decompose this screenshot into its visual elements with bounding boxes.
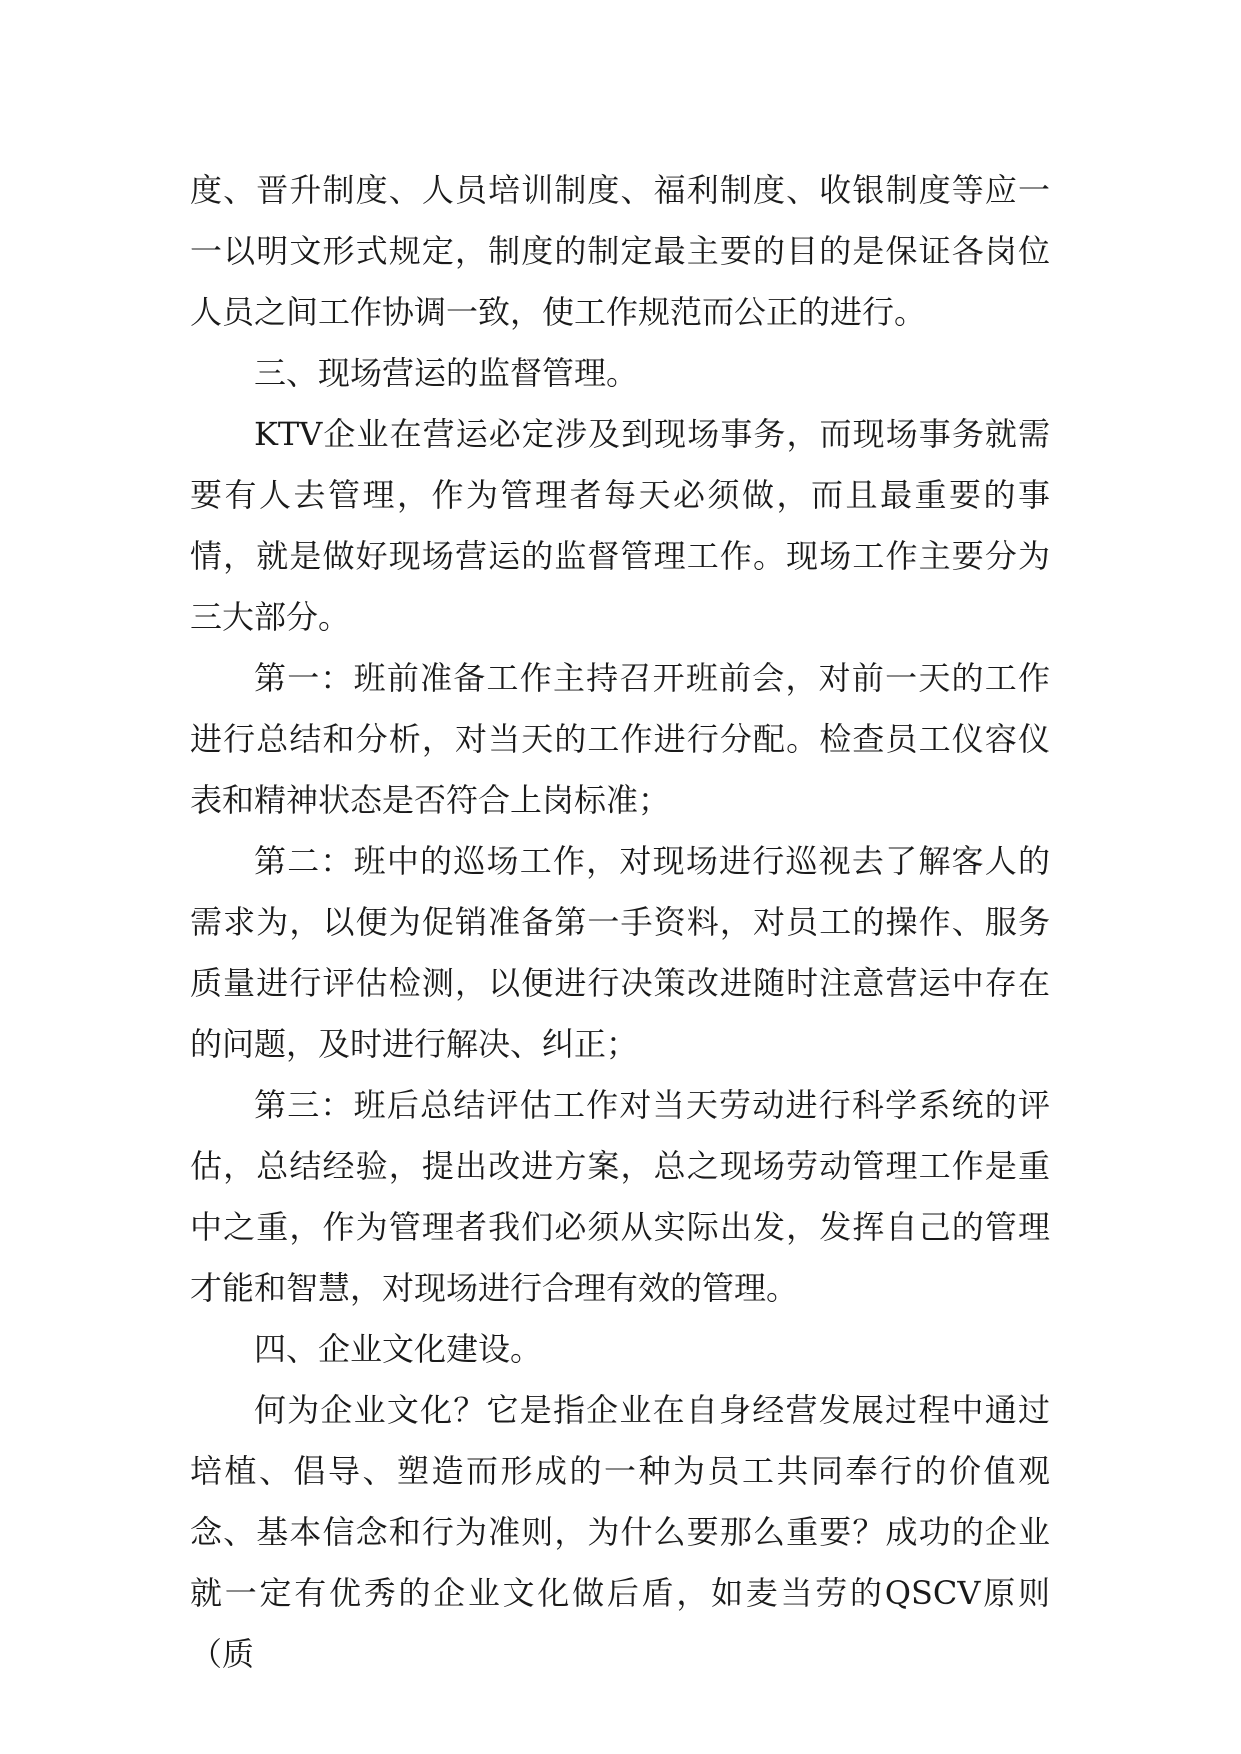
paragraph: 第二：班中的巡场工作，对现场进行巡视去了解客人的需求为，以便为促销准备第一手资料，对员工的操作、服务质量进行评估检测，以便进行决策改进随时注意营运中存在的问题，及时进行解决、纠正； — [190, 842, 1050, 1063]
paragraph: 第一：班前准备工作主持召开班前会，对前一天的工作进行总结和分析，对当天的工作进行分配。检查员工仪容仪表和精神状态是否符合上岗标准； — [190, 659, 1050, 819]
paragraph: 何为企业文化？它是指企业在自身经营发展过程中通过培植、倡导、塑造而形成的一种为员工共同奉行的价值观念、基本信念和行为准则，为什么要那么重要？成功的企业就一定有优秀的企业文化做后盾，如麦当劳的QSCV原则（质 — [190, 1391, 1050, 1673]
document-body — [190, 160, 1050, 1685]
paragraph: 第三：班后总结评估工作对当天劳动进行科学系统的评估，总结经验，提出改进方案，总之现场劳动管理工作是重中之重，作为管理者我们必须从实际出发，发挥自己的管理才能和智慧，对现场进行合理有效的管理。 — [190, 1086, 1050, 1307]
section-heading-3: 三、现场营运的监督管理。 — [254, 354, 639, 392]
paragraph: KTV企业在营运必定涉及到现场事务，而现场事务就需要有人去管理，作为管理者每天必须做，而且最重要的事情，就是做好现场营运的监督管理工作。现场工作主要分为三大部分。 — [190, 415, 1050, 636]
section-heading-4: 四、企业文化建设。 — [254, 1330, 543, 1368]
paragraph-continuation: 度、晋升制度、人员培训制度、福利制度、收银制度等应一一以明文形式规定，制度的制定最主要的目的是保证各岗位人员之间工作协调一致，使工作规范而公正的进行。 — [190, 171, 1050, 331]
